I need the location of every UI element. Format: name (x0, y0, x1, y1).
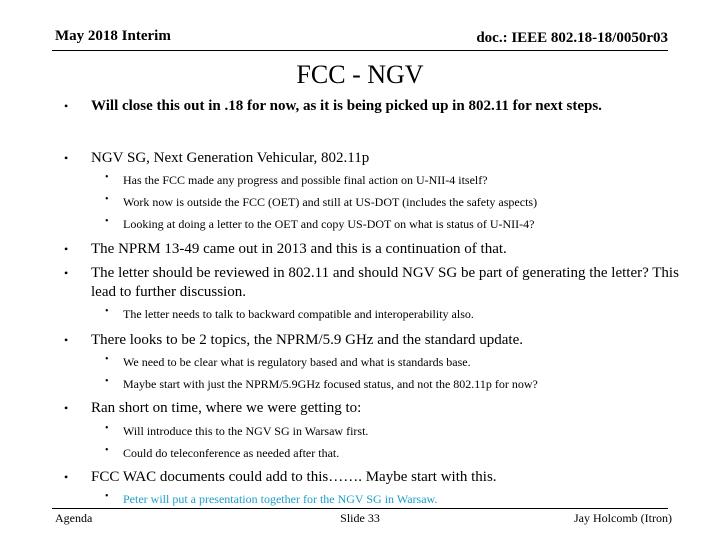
bullet-marker: • (64, 99, 69, 113)
bullet-marker: • (105, 354, 109, 365)
bullet-marker: • (64, 333, 69, 347)
list-item-text: We need to be clear what is regulatory based and what is standards base. (123, 355, 471, 369)
list-item-text: Ran short on time, where we were getting to: (91, 400, 362, 416)
bullet-marker: • (105, 216, 109, 227)
bullet-marker: • (105, 172, 109, 183)
header-right: doc.: IEEE 802.18-18/0050r03 (476, 30, 668, 46)
slide-title: FCC - NGV (296, 60, 424, 89)
bullet-marker: • (64, 401, 69, 415)
bullet-marker: • (64, 242, 69, 256)
list-item-text: Has the FCC made any progress and possible final action on U-NII-4 itself? (123, 173, 488, 187)
list-item-text: There looks to be 2 topics, the NPRM/5.9 GHz and the standard update. (91, 332, 523, 348)
header-divider (52, 50, 668, 51)
bullet-marker: • (64, 151, 69, 165)
footer-author: Jay Holcomb (Itron) (574, 511, 672, 525)
list-item-text: Could do teleconference as needed after that. (123, 446, 340, 460)
list-item-text: Maybe start with just the NPRM/5.9GHz focused status, and not the 802.11p for now? (123, 377, 538, 391)
bullet-marker: • (105, 306, 109, 317)
slide-number: Slide 33 (340, 511, 380, 525)
list-item-text: Will introduce this to the NGV SG in Warsaw first. (123, 424, 369, 438)
list-item-text: The NPRM 13-49 came out in 2013 and this is a continuation of that. (91, 241, 507, 257)
footer-divider (52, 508, 668, 509)
bullet-marker: • (64, 266, 69, 280)
bullet-marker: • (105, 423, 109, 434)
bullet-marker: • (105, 445, 109, 456)
list-item-text: FCC WAC documents could add to this……. Maybe start with this. (91, 469, 497, 485)
bullet-marker: • (64, 470, 69, 484)
footer-left: Agenda (55, 511, 93, 525)
list-item-text: Will close this out in .18 for now, as it is being picked up in 802.11 for next steps. (91, 98, 602, 114)
list-item-text: The letter should be reviewed in 802.11 and should NGV SG be part of generating the letter? This lead to further discussion. (91, 265, 679, 300)
list-item-text: Looking at doing a letter to the OET and copy US-DOT on what is status of U-NII-4? (123, 217, 535, 231)
list-item-text: Peter will put a presentation together for the NGV SG in Warsaw. (123, 492, 438, 506)
bullet-marker: • (105, 491, 109, 502)
header-left: May 2018 Interim (55, 28, 171, 44)
bullet-marker: • (105, 376, 109, 387)
list-item-text: Work now is outside the FCC (OET) and still at US-DOT (includes the safety aspects) (123, 195, 538, 209)
list-item-text: NGV SG, Next Generation Vehicular, 802.11p (91, 150, 370, 166)
list-item-text: The letter needs to talk to backward compatible and interoperability also. (123, 307, 474, 321)
bullet-marker: • (105, 194, 109, 205)
